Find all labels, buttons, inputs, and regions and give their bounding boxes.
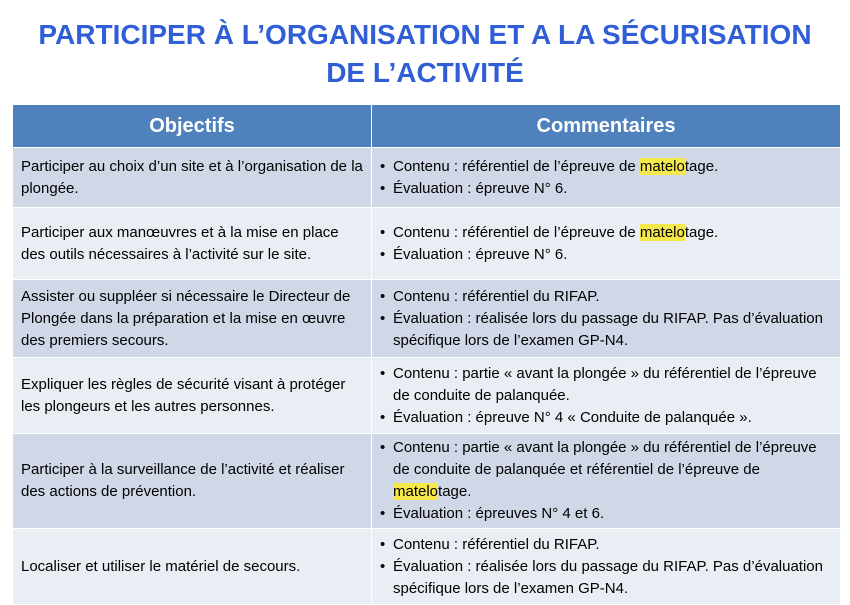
objective-cell: Expliquer les règles de sécurité visant à protéger les plongeurs et les autres personnes.: [13, 358, 372, 434]
title-line-2: DE L’ACTIVITÉ: [326, 57, 524, 88]
comments-cell: [372, 358, 841, 434]
objective-cell: Participer à la surveillance de l’activité et réaliser des actions de prévention.: [13, 434, 372, 529]
comment-item: • Évaluation : épreuves N° 4 et 6.: [380, 503, 832, 525]
table-row: [13, 434, 841, 529]
table-row: [13, 280, 841, 358]
title-line-1: PARTICIPER À L’ORGANISATION ET A LA SÉCURISATION: [38, 19, 812, 50]
comment-item: • Contenu : référentiel du RIFAP.: [380, 534, 832, 556]
highlighted-text: matelo: [393, 483, 439, 500]
table-row: [13, 529, 841, 605]
page-title: [0, 16, 850, 92]
objective-cell: Participer aux manœuvres et à la mise en place des outils nécessaires à l’activité sur le site.: [13, 208, 372, 280]
table-row: [13, 358, 841, 434]
comments-cell: [372, 280, 841, 358]
highlighted-text: matelo: [639, 157, 685, 175]
objective-cell: Localiser et utiliser le matériel de secours.: [13, 529, 372, 605]
comment-item: • Évaluation : réalisée lors du passage du RIFAP. Pas d’évaluation spécifique lors de l’examen GP-N4.: [380, 308, 832, 352]
comment-item: • Contenu : référentiel de l’épreuve de matelotage.: [380, 222, 832, 244]
table-header-row: [13, 105, 841, 148]
comment-item: • Contenu : partie « avant la plongée » du référentiel de l’épreuve de conduite de palanquée et référentiel de l’épreuve de matelotage.: [380, 437, 832, 503]
highlighted-text: matelo: [639, 223, 685, 241]
comment-item: • Contenu : partie « avant la plongée » du référentiel de l’épreuve de conduite de palanquée.: [380, 363, 832, 407]
header-objectifs: Objectifs: [13, 105, 372, 148]
header-commentaires: Commentaires: [372, 105, 841, 148]
comments-cell: [372, 148, 841, 208]
comments-cell: [372, 529, 841, 605]
comments-cell: [372, 208, 841, 280]
comment-item: • Évaluation : réalisée lors du passage du RIFAP. Pas d’évaluation spécifique lors de l’examen GP-N4.: [380, 556, 832, 600]
objective-cell: Assister ou suppléer si nécessaire le Directeur de Plongée dans la préparation et la mise en œuvre des premiers secours.: [13, 280, 372, 358]
table-row: [13, 208, 841, 280]
objectives-table: [12, 104, 841, 605]
comments-cell: [372, 434, 841, 529]
comment-item: • Évaluation : épreuve N° 6.: [380, 244, 832, 266]
comment-item: • Contenu : référentiel de l’épreuve de matelotage.: [380, 156, 832, 178]
comment-item: • Contenu : référentiel du RIFAP.: [380, 286, 832, 308]
table-row: [13, 148, 841, 208]
objective-cell: Participer au choix d’un site et à l’organisation de la plongée.: [13, 148, 372, 208]
comment-item: • Évaluation : épreuve N° 4 « Conduite de palanquée ».: [380, 407, 832, 429]
comment-item: • Évaluation : épreuve N° 6.: [380, 178, 832, 200]
